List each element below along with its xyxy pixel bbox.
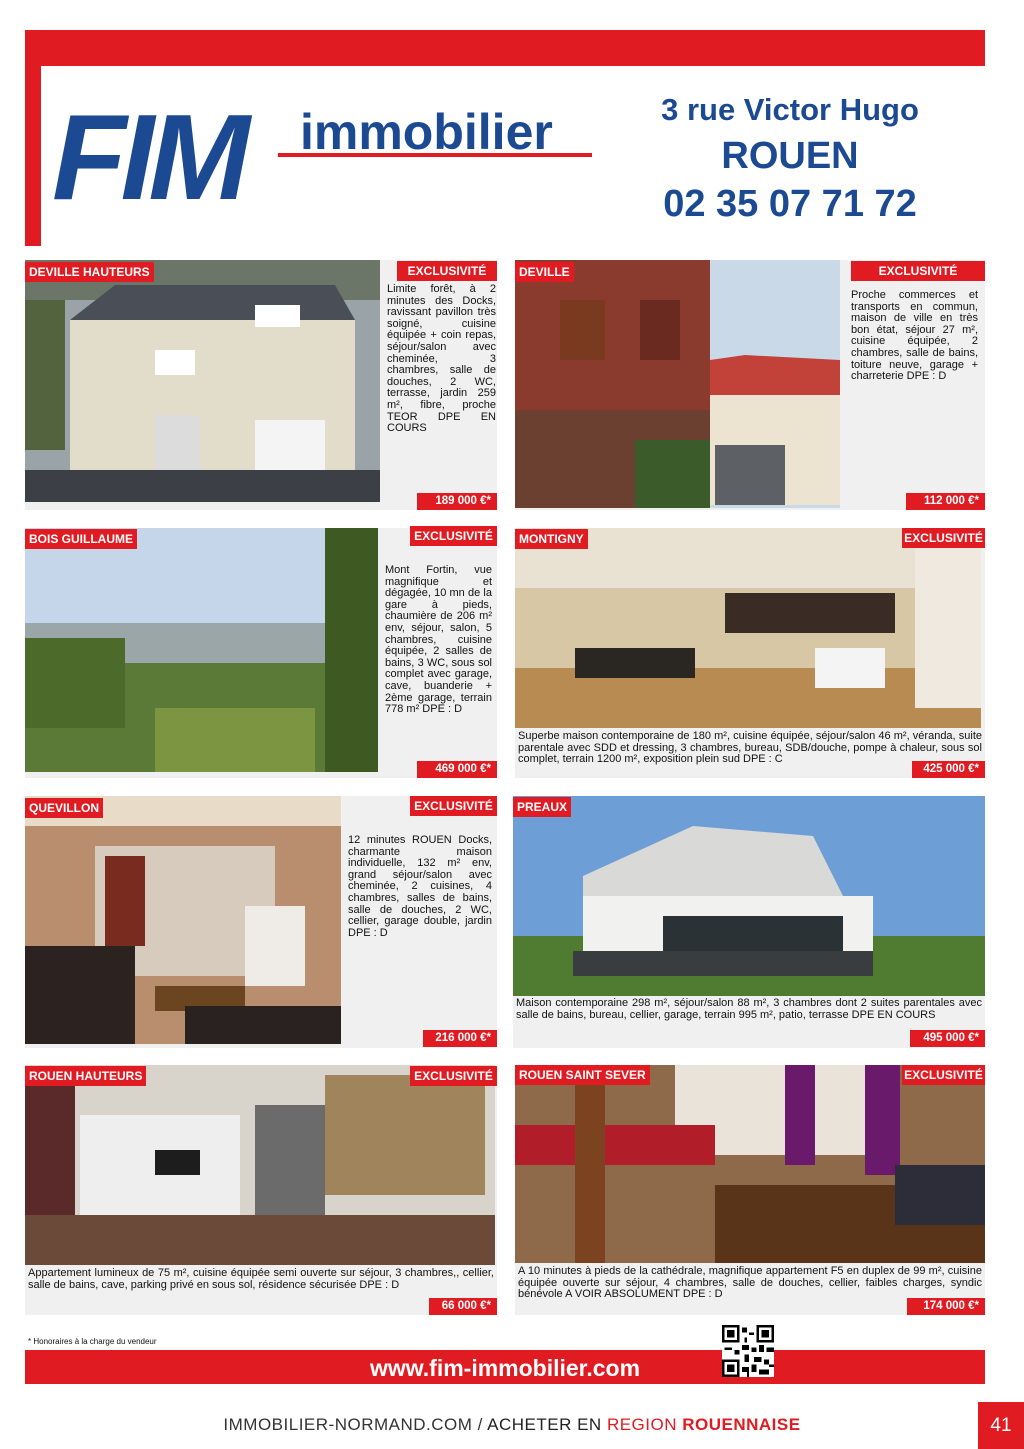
listing-description: A 10 minutes à pieds de la cathédrale, magnifique appartement F5 en duplex de 99 m², cuisine équipée ouverte sur séjour, 4 chambres, salle de douches, cellier, faibles charges, syndic bénévole A VOIR ABSOLUMENT DPE : D (518, 1265, 982, 1301)
listing-price: 469 000 €* (417, 761, 497, 778)
tagline-acheter: ACHETER EN (487, 1415, 607, 1434)
logo-fim: FIM (52, 89, 245, 225)
address-city: ROUEN (721, 135, 859, 177)
exclusivity-badge: EXCLUSIVITÉ (410, 1066, 497, 1086)
location-label: ROUEN HAUTEURS (25, 1066, 146, 1086)
tagline-region: REGION (606, 1415, 683, 1434)
exclusivity-badge: EXCLUSIVITÉ (902, 528, 985, 548)
website-link[interactable]: www.fim-immobilier.com (369, 1355, 641, 1381)
listing-photo[interactable] (515, 528, 981, 728)
listing-description: Limite forêt, à 2 minutes des Docks, ravissant pavillon très soigné, cuisine équipée + coin repas, séjour/salon avec cheminée, 3 chambres, salle de douches, 2 WC, terrasse, jardin 259 m², fibre, proche TEOR DPE EN COURS (387, 283, 496, 435)
listing-description: Superbe maison contemporaine de 180 m², cuisine équipée, séjour/salon 46 m², véranda, suite parentale avec SDD et dressing, 3 chambres, bureau, SDB/douche, pompe à chaleur, sous sol complet, terrain 1200 m², exposition plein sud DPE : C (518, 730, 982, 766)
listing-photo[interactable] (25, 796, 341, 1044)
listing-price: 174 000 €* (907, 1298, 985, 1315)
listing-price: 112 000 €* (906, 493, 985, 510)
location-label: DEVILLE (515, 262, 574, 282)
location-label: DEVILLE HAUTEURS (25, 262, 154, 282)
location-label: QUEVILLON (25, 798, 103, 818)
exclusivity-badge: EXCLUSIVITÉ (410, 796, 497, 816)
listing-photo[interactable] (513, 796, 985, 996)
listing-photo[interactable] (25, 1065, 495, 1265)
listing-description: Maison contemporaine 298 m², séjour/salon 88 m², 3 chambres dont 2 suites parentales avec salle de bains, bureau, cellier, garage, terrain 995 m², patio, terrasse DPE EN COURS (516, 997, 982, 1021)
listing-price: 425 000 €* (912, 761, 985, 778)
address-street: 3 rue Victor Hugo (661, 92, 919, 127)
listing-description: Mont Fortin, vue magnifique et dégagée, 10 mn de la gare à pieds, chaumière de 206 m² env, séjour, salon, 5 chambres, cuisine équipée, 2 salles de bains, 3 WC, sous sol complet avec garage, cave, buanderie + 2ème garage, terrain 778 m² DPE : D (385, 564, 492, 716)
exclusivity-badge: EXCLUSIVITÉ (410, 526, 497, 546)
listing-photo[interactable] (25, 528, 378, 772)
exclusivity-badge: EXCLUSIVITÉ (902, 1065, 985, 1085)
listing-photo[interactable] (515, 1065, 985, 1263)
listing-description: 12 minutes ROUEN Docks, charmante maison individuelle, 132 m² env, grand séjour/salon avec cheminée, 2 cuisines, 4 chambres, salles de bains, salle de douches, 2 WC, cellier, garage double, jardin DPE : D (348, 834, 492, 939)
bottom-tagline (0, 1415, 1024, 1435)
listing-price: 216 000 €* (423, 1030, 497, 1047)
top-red-bar (25, 30, 985, 66)
listing-description: Proche commerces et transports en commun, maison de ville en très bon état, séjour 27 m², cuisine équipée, 2 chambres, salle de bains, toiture neuve, garage + charreterie DPE : D (851, 289, 978, 383)
listing-price: 189 000 €* (417, 493, 497, 510)
listing-photo[interactable] (515, 260, 840, 508)
listing-price: 66 000 €* (429, 1298, 497, 1315)
left-red-bar (25, 30, 41, 246)
location-label: ROUEN SAINT SEVER (515, 1065, 650, 1085)
listing-price: 495 000 €* (910, 1030, 985, 1047)
location-label: BOIS GUILLAUME (25, 529, 137, 549)
location-label: MONTIGNY (515, 529, 588, 549)
qr-code-icon[interactable] (722, 1325, 774, 1377)
exclusivity-badge: EXCLUSIVITÉ (851, 261, 985, 281)
exclusivity-badge: EXCLUSIVITÉ (397, 261, 497, 281)
fee-footnote: * Honoraires à la charge du vendeur (28, 1337, 157, 1346)
listing-photo[interactable] (25, 260, 380, 502)
listing-description: Appartement lumineux de 75 m², cuisine équipée semi ouverte sur séjour, 3 chambres,, cellier, salle de bains, cave, parking privé en sous sol, résidence sécurisée DPE : D (28, 1267, 494, 1291)
logo-immobilier: immobilier (300, 104, 553, 160)
phone-number: 02 35 07 71 72 (663, 183, 917, 225)
page-number: 41 (978, 1402, 1024, 1449)
location-label: PREAUX (513, 797, 571, 817)
tagline-site: IMMOBILIER-NORMAND.COM / (223, 1415, 488, 1434)
tagline-rouennaise: ROUENNAISE (682, 1415, 801, 1434)
